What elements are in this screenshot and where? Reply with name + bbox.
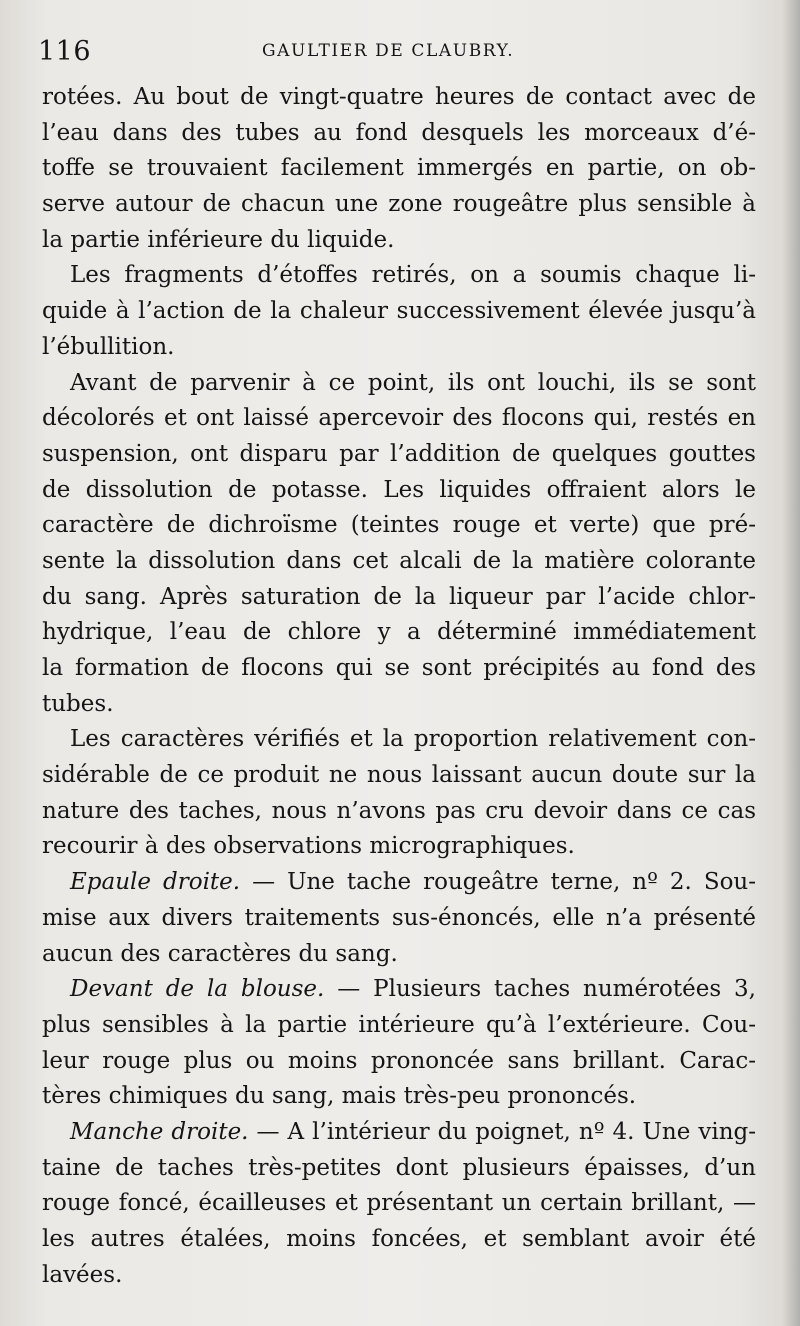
text-line	[42, 972, 756, 1008]
text-line: les autres étalées, moins foncées, et semblant avoir été	[42, 1226, 756, 1252]
page-spine-shadow	[782, 0, 800, 1326]
text-line: Les caractères vérifiés et la proportion relativement con-	[70, 726, 756, 753]
text-line: l’eau dans des tubes au fond desquels les morceaux d’é-	[42, 119, 756, 146]
paragraph	[42, 80, 756, 258]
text-line: hydrique, l’eau de chlore y a déterminé immédiatement	[42, 619, 756, 646]
text-line: tères chimiques du sang, mais très-peu prononcés.	[42, 1083, 637, 1110]
paragraph-manche-droite	[42, 1115, 756, 1293]
paragraph-devant-de-la-blouse	[42, 972, 756, 1115]
text-line	[42, 865, 756, 901]
text-line: décolorés et ont laissé apercevoir des flocons qui, restés en	[42, 405, 756, 432]
section-lead: Manche droite.	[70, 1118, 249, 1145]
text-line: lavées.	[42, 1261, 123, 1288]
paragraph	[42, 722, 756, 865]
paragraph	[42, 258, 756, 365]
text-line: rotées. Au bout de vingt-quatre heures de contact avec de	[42, 84, 756, 110]
text-line: rouge foncé, écailleuses et présentant un certain brillant, —	[42, 1190, 756, 1217]
text-line: plus sensibles à la partie intérieure qu’à l’extérieure. Cou-	[42, 1011, 756, 1038]
text-line: toffe se trouvaient facilement immergés en partie, on ob-	[42, 155, 756, 182]
section-lead: Devant de la blouse.	[70, 976, 325, 1003]
page-header	[38, 36, 758, 76]
text-line: leur rouge plus ou moins prononcée sans brillant. Carac-	[42, 1047, 756, 1074]
text-line: taine de taches très-petites dont plusieurs épaisses, d’un	[42, 1154, 756, 1181]
text-run: — A l’intérieur du poignet, nº 4. Une ving-	[248, 1118, 756, 1145]
text-line: serve autour de chacun une zone rougeâtre plus sensible à	[42, 191, 756, 218]
text-line: Avant de parvenir à ce point, ils ont louchi, ils se sont	[70, 369, 756, 396]
paragraph-epaule-droite	[42, 865, 756, 972]
paragraph	[42, 366, 756, 723]
text-line: sente la dissolution dans cet alcali de la matière colorante	[42, 547, 756, 574]
page-body	[42, 80, 756, 1293]
running-head: GAULTIER DE CLAUBRY.	[262, 41, 515, 61]
text-line: caractère de dichroïsme (teintes rouge et verte) que pré-	[42, 512, 756, 539]
text-line: quide à l’action de la chaleur successivement élevée jusqu’à	[42, 298, 756, 325]
text-line	[42, 1115, 756, 1151]
text-line: la formation de flocons qui se sont précipités au fond des	[42, 655, 756, 681]
text-line: suspension, ont disparu par l’addition de quelques gouttes	[42, 440, 756, 467]
page-number: 116	[38, 36, 92, 67]
text-line: la partie inférieure du liquide.	[42, 226, 395, 253]
text-run: — Une tache rougeâtre terne, nº 2. Sou-	[240, 869, 757, 896]
text-line: l’ébullition.	[42, 333, 175, 360]
section-lead: Epaule droite.	[70, 869, 241, 896]
text-line: de dissolution de potasse. Les liquides offraient alors le	[42, 476, 756, 503]
text-line: recourir à des observations micrographiques.	[42, 833, 575, 860]
text-line: Les fragments d’étoffes retirés, on a soumis chaque li-	[70, 262, 756, 289]
text-line: mise aux divers traitements sus-énoncés, elle n’a présenté	[42, 904, 756, 931]
text-line: tubes.	[42, 690, 114, 717]
text-line: du sang. Après saturation de la liqueur par l’acide chlor-	[42, 583, 756, 610]
text-line: sidérable de ce produit ne nous laissant aucun doute sur la	[42, 762, 756, 789]
text-line: nature des taches, nous n’avons pas cru devoir dans ce cas	[42, 797, 756, 824]
text-run: — Plusieurs taches numérotées 3,	[324, 976, 756, 1003]
text-line: aucun des caractères du sang.	[42, 940, 398, 967]
